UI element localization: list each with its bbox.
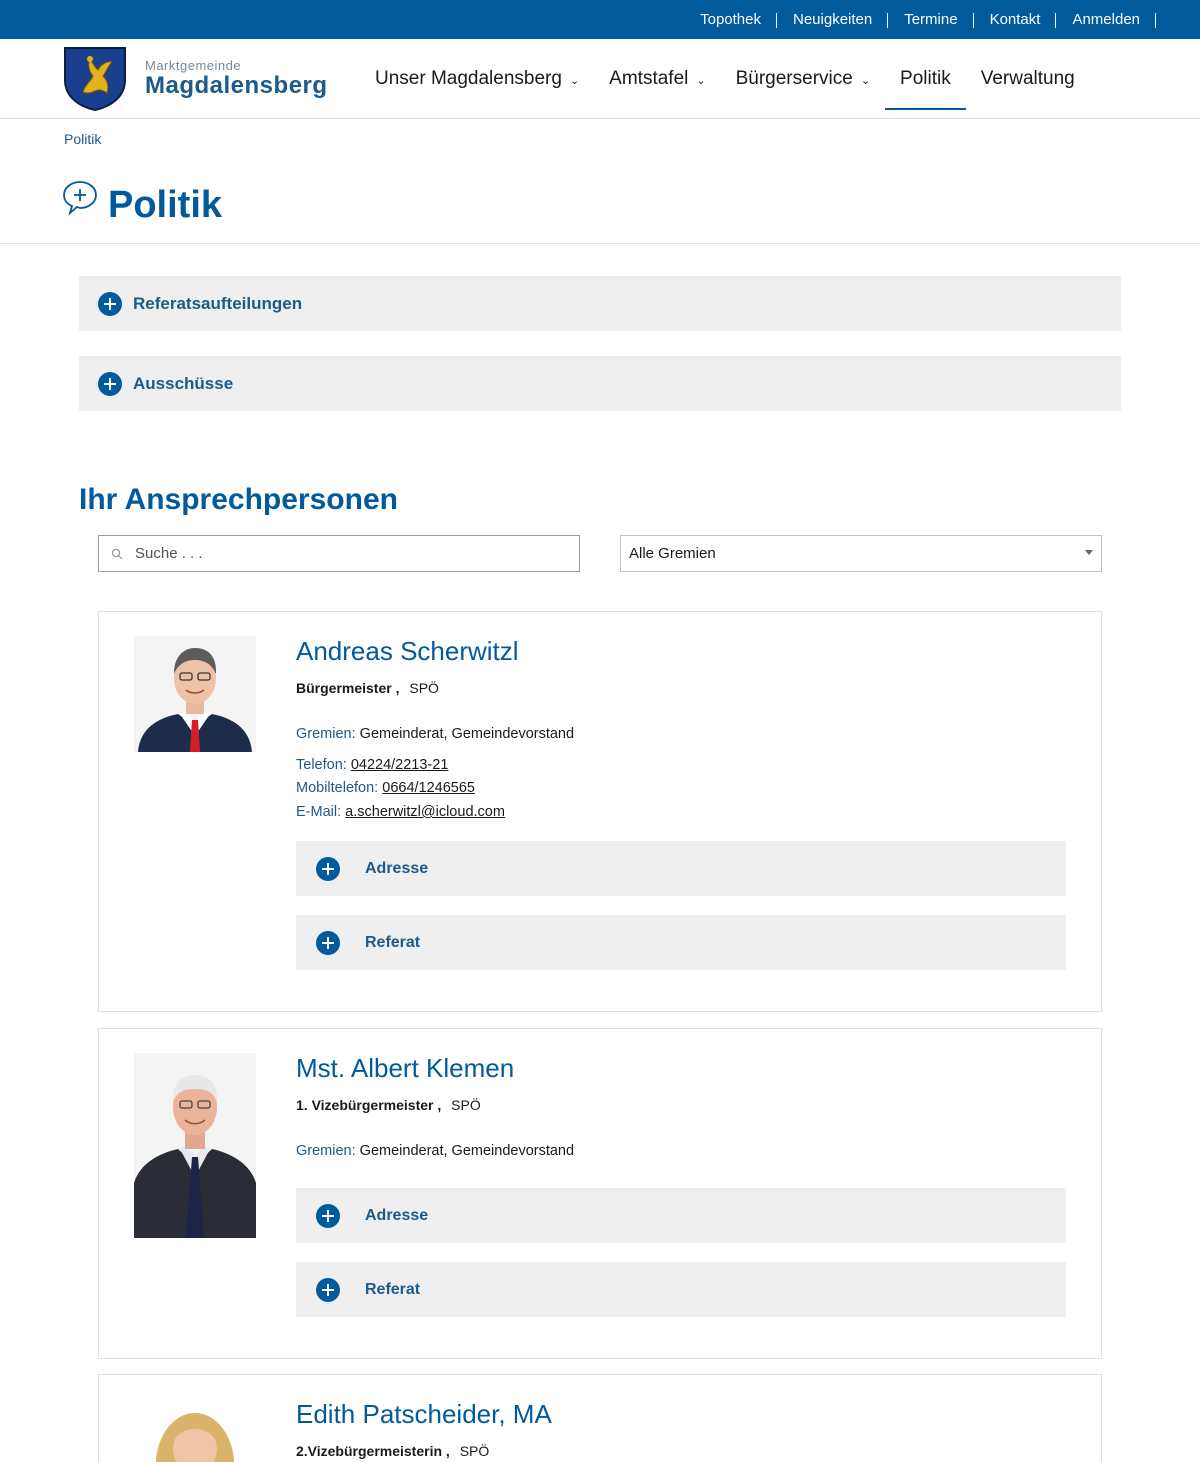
- logo-wordmark: [145, 58, 328, 100]
- speech-bubble-plus-icon: [62, 180, 98, 216]
- accordion-ausschuesse[interactable]: [79, 356, 1121, 411]
- chevron-down-icon: ⌄: [569, 74, 580, 87]
- nav-item-unser-magdalensberg[interactable]: [360, 48, 594, 110]
- plus-circle-icon: [316, 1278, 340, 1302]
- person-party: SPÖ: [409, 680, 439, 696]
- person-party: SPÖ: [451, 1097, 481, 1113]
- topbar-link-anmelden[interactable]: Anmelden: [1056, 11, 1156, 28]
- accordion-label: Adresse: [365, 1206, 429, 1224]
- chevron-down-icon: ⌄: [860, 74, 871, 87]
- gremien-select[interactable]: [620, 535, 1102, 572]
- logo-title: Magdalensberg: [145, 71, 328, 99]
- topbar-link-topothek[interactable]: Topothek: [684, 11, 777, 28]
- accordion-label: Referat: [365, 1280, 421, 1298]
- topbar-link-neuigkeiten[interactable]: Neuigkeiten: [777, 11, 888, 28]
- person-telefon: [296, 757, 448, 773]
- accordion-referatsaufteilungen[interactable]: [79, 276, 1121, 331]
- person-name: Mst. Albert Klemen: [296, 1053, 515, 1083]
- person-photo: [134, 1053, 256, 1238]
- page-title: Politik: [108, 184, 223, 226]
- search-input[interactable]: [135, 545, 535, 562]
- accordion-label: Adresse: [365, 859, 429, 877]
- person-role-line: [296, 680, 439, 696]
- accordion-adresse[interactable]: [296, 1188, 1066, 1243]
- plus-circle-icon: [98, 372, 122, 396]
- person-role: 1. Vizebürgermeister ,: [296, 1097, 442, 1113]
- nav-item-label: Unser Magdalensberg: [375, 68, 562, 89]
- breadcrumb[interactable]: Politik: [64, 131, 102, 147]
- chevron-down-icon: [1085, 550, 1093, 555]
- gremien-value: Gemeinderat, Gemeindevorstand: [359, 1143, 575, 1159]
- utility-links: [684, 0, 1156, 39]
- accordion-referat[interactable]: [296, 915, 1066, 970]
- telefon-link[interactable]: 04224/2213-21: [350, 757, 449, 773]
- nav-item-label: Politik: [900, 68, 951, 89]
- page-header: [62, 180, 222, 225]
- nav-item-buergerservice[interactable]: [721, 48, 885, 110]
- site-header: [0, 39, 1200, 119]
- site-logo[interactable]: [63, 46, 328, 111]
- accordion-referat[interactable]: [296, 1262, 1066, 1317]
- person-name: Edith Patscheider, MA: [296, 1399, 552, 1429]
- mobil-link[interactable]: 0664/1246565: [382, 780, 475, 796]
- person-card: [98, 1028, 1102, 1359]
- telefon-label: Telefon:: [296, 757, 347, 773]
- contacts-heading: Ihr Ansprechpersonen: [79, 483, 398, 516]
- main-navigation: [360, 39, 1090, 119]
- plus-circle-icon: [98, 292, 122, 316]
- nav-item-politik[interactable]: [885, 48, 966, 110]
- plus-circle-icon: [316, 931, 340, 955]
- accordion-label: Referatsaufteilungen: [133, 293, 303, 313]
- person-gremien: [296, 1143, 574, 1159]
- person-email: [296, 804, 505, 820]
- accordion-label: Referat: [365, 933, 421, 951]
- gremien-value: Gemeinderat, Gemeindevorstand: [359, 726, 575, 742]
- person-role-line: [296, 1097, 481, 1113]
- person-gremien: [296, 726, 574, 742]
- person-role: 2.Vizebürgermeisterin ,: [296, 1443, 450, 1459]
- search-icon: [111, 548, 123, 560]
- person-role: Bürgermeister ,: [296, 680, 400, 696]
- topbar-link-termine[interactable]: Termine: [888, 11, 973, 28]
- nav-item-amtstafel[interactable]: [594, 48, 720, 110]
- plus-circle-icon: [316, 1204, 340, 1228]
- person-mobil: [296, 780, 475, 796]
- person-role-line: [296, 1443, 489, 1459]
- topbar-link-kontakt[interactable]: Kontakt: [974, 11, 1057, 28]
- nav-item-label: Amtstafel: [609, 68, 689, 89]
- accordion-label: Ausschüsse: [133, 373, 234, 393]
- nav-item-verwaltung[interactable]: [966, 48, 1090, 110]
- person-name: Andreas Scherwitzl: [296, 636, 519, 666]
- person-photo: [134, 636, 256, 752]
- person-card: [98, 1374, 1102, 1462]
- chevron-down-icon: ⌄: [696, 74, 706, 87]
- crest-logo: [63, 46, 127, 111]
- gremien-label: Gremien:: [296, 726, 356, 742]
- nav-item-label: Verwaltung: [980, 68, 1075, 89]
- nav-item-label: Bürgerservice: [735, 68, 853, 89]
- logo-subtitle: Marktgemeinde: [145, 57, 242, 73]
- person-card: [98, 611, 1102, 1012]
- plus-circle-icon: [316, 857, 340, 881]
- person-photo: [134, 1409, 256, 1462]
- top-utility-bar: [0, 0, 1200, 39]
- email-link[interactable]: a.scherwitzl@icloud.com: [345, 804, 505, 820]
- gremien-select-value: Alle Gremien: [629, 545, 716, 562]
- search-field[interactable]: [98, 535, 580, 572]
- email-label: E-Mail:: [296, 804, 342, 820]
- mobil-label: Mobiltelefon:: [296, 780, 379, 796]
- person-party: SPÖ: [459, 1443, 490, 1459]
- gremien-label: Gremien:: [296, 1143, 356, 1159]
- divider: [0, 243, 1200, 244]
- accordion-adresse[interactable]: [296, 841, 1066, 896]
